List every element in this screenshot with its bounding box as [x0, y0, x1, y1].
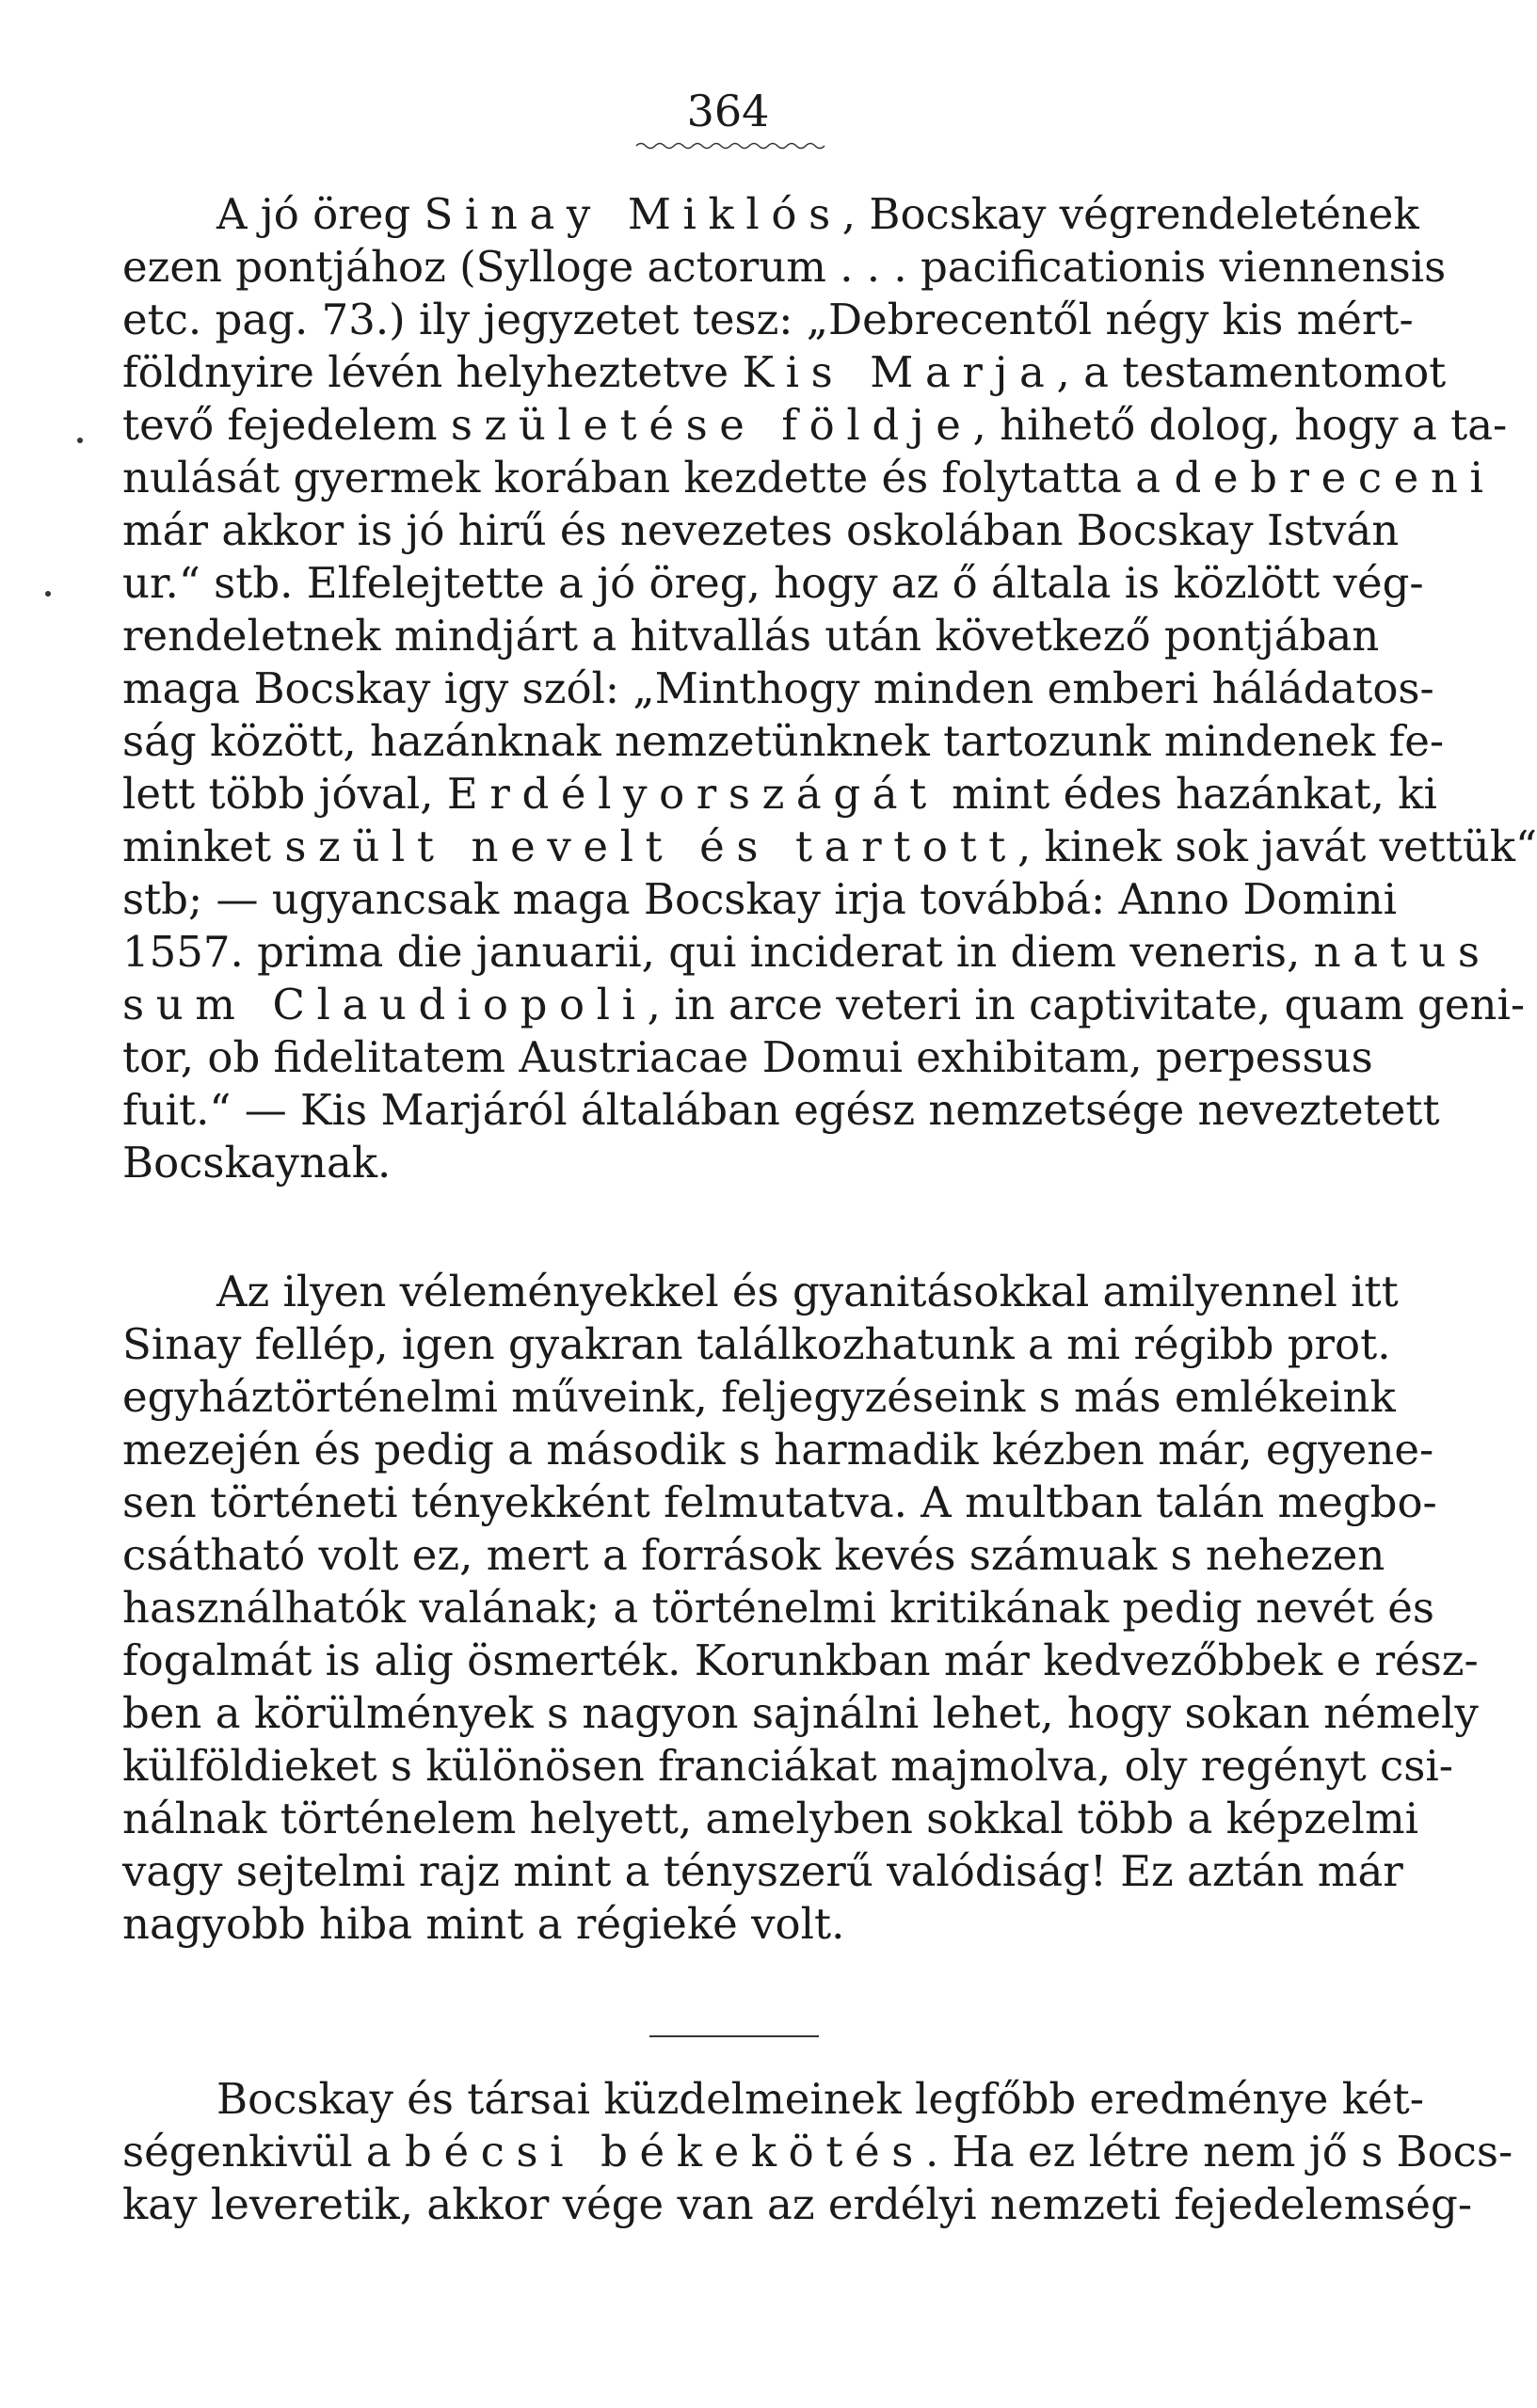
paragraph-2	[122, 1266, 1479, 1951]
text-segment: csátható volt ez, mert a források kevés számuak s nehezen	[122, 1530, 1385, 1580]
text-segment: sen történeti tényekként felmutatva. A multban talán megbo-	[122, 1477, 1437, 1527]
spaced-emphasis: sum Claudiopoli	[122, 980, 648, 1029]
spaced-emphasis: Erdélyországát	[446, 769, 938, 819]
spaced-emphasis: születése földje	[450, 400, 973, 450]
text-line	[122, 2126, 1513, 2178]
text-line	[122, 1137, 1346, 1189]
text-line	[122, 1371, 1396, 1424]
text-segment: nulását gyermek korában kezdette és folytatta a	[122, 453, 1175, 502]
text-segment: külföldieket s különösen franciákat majmolva, oly regényt csi-	[122, 1741, 1453, 1791]
paragraph-3	[122, 2073, 1513, 2231]
text-segment: minket	[122, 821, 285, 871]
spaced-emphasis: Kis Marja	[742, 347, 1057, 397]
text-line	[122, 1687, 1479, 1740]
text-segment: ségenkivül a	[122, 2127, 406, 2177]
text-line	[122, 1031, 1373, 1084]
text-segment: Sinay fellép, igen gyakran találkozhatunk a mi régibb prot.	[122, 1319, 1391, 1369]
text-line	[122, 1266, 1399, 1318]
text-line	[122, 1529, 1385, 1582]
text-segment: fogalmát is alig ösmerték. Korunkban már kedvezőbbek e rész-	[122, 1635, 1479, 1685]
text-segment: már akkor is jó hirű és nevezetes oskolában Bocskay István	[122, 505, 1400, 555]
text-line	[122, 1793, 1419, 1845]
text-segment: kay leveretik, akkor vége van az erdélyi nemzeti fejedelemség-	[122, 2179, 1473, 2229]
text-segment: , Bocskay végrendeletének	[841, 189, 1419, 239]
page-number: 364	[686, 86, 770, 136]
text-segment: rendeletnek mindjárt a hitvallás után következő pontjában	[122, 611, 1380, 661]
spaced-emphasis: debreceni	[1174, 453, 1496, 502]
text-line	[122, 821, 1537, 873]
text-segment: ság között, hazánknak nemzetünknek tartozunk mindenek fe-	[122, 716, 1445, 766]
text-line	[122, 241, 1447, 294]
text-segment: . Ha ez létre nem jő s Bocs-	[924, 2127, 1513, 2177]
spaced-emphasis: szült nevelt és tartott	[284, 821, 1017, 871]
text-line	[122, 610, 1380, 662]
text-segment: lett több jóval,	[122, 769, 447, 819]
text-line	[122, 873, 1397, 926]
text-segment: tor, ob fidelitatem Austriacae Domui exhibitam, perpessus	[122, 1032, 1373, 1082]
text-line	[122, 399, 1508, 452]
text-line	[122, 188, 1419, 241]
text-line	[122, 768, 1437, 821]
text-line	[122, 346, 1447, 399]
text-segment: mint édes hazánkat, ki	[937, 769, 1437, 819]
text-line	[122, 1084, 1440, 1137]
text-segment: nagyobb hiba mint a régieké volt.	[122, 1899, 845, 1949]
text-line	[122, 1424, 1434, 1476]
text-segment: tevő fejedelem	[122, 400, 451, 450]
text-segment: A jó öreg	[216, 189, 424, 239]
text-line	[122, 1635, 1479, 1687]
text-line	[122, 662, 1434, 715]
text-line	[122, 2073, 1424, 2126]
stray-mark	[77, 438, 83, 443]
text-line	[122, 2178, 1473, 2231]
text-line	[122, 926, 1492, 979]
text-line	[122, 979, 1526, 1031]
text-segment: etc. pag. 73.) ily jegyzetet tesz: „Debrecentől négy kis mért-	[122, 295, 1414, 344]
section-divider	[649, 2035, 819, 2037]
text-segment: Az ilyen véleményekkel és gyanitásokkal amilyennel itt	[216, 1267, 1399, 1316]
text-segment: , in arce veteri in captivitate, quam geni-	[647, 980, 1526, 1029]
text-line	[122, 557, 1424, 610]
spaced-emphasis: bécsi békekötés	[405, 2127, 925, 2177]
text-segment: ur.“ stb. Elfelejtette a jó öreg, hogy az ő általa is közlött vég-	[122, 558, 1424, 608]
text-segment: fuit.“ — Kis Marjáról általában egész nemzetsége neveztetett	[122, 1085, 1440, 1135]
text-line	[122, 452, 1496, 504]
text-line	[122, 504, 1400, 557]
paragraph-1	[122, 188, 1537, 1189]
text-segment: , hihető dolog, hogy a ta-	[972, 400, 1508, 450]
text-segment: használhatók valának; a történelmi kritikának pedig nevét és	[122, 1583, 1434, 1633]
text-line	[122, 1898, 1346, 1951]
text-segment: ezen pontjához (Sylloge actorum . . . pacificationis viennensis	[122, 242, 1447, 292]
text-segment: mezején és pedig a második s harmadik kézben már, egyene-	[122, 1425, 1434, 1475]
text-segment: egyháztörténelmi műveink, feljegyzéseink s más emlékeink	[122, 1372, 1396, 1422]
text-segment: földnyire lévén helyheztetve	[122, 347, 743, 397]
text-line	[122, 1845, 1403, 1898]
text-segment: maga Bocskay igy szól: „Minthogy minden emberi háládatos-	[122, 663, 1434, 713]
text-segment: , a testamentomot	[1056, 347, 1447, 397]
text-segment: Bocskay és társai küzdelmeinek legfőbb eredménye két-	[216, 2074, 1424, 2124]
text-line	[122, 294, 1414, 346]
text-segment: vagy sejtelmi rajz mint a tényszerű valódiság! Ez aztán már	[122, 1846, 1403, 1896]
text-line	[122, 1582, 1434, 1635]
text-line	[122, 1476, 1437, 1529]
stray-mark	[45, 591, 51, 597]
spaced-emphasis: natus	[1313, 927, 1492, 977]
text-line	[122, 715, 1445, 768]
wavy-ornament-rule	[636, 141, 825, 151]
text-segment: nálnak történelem helyett, amelyben sokkal több a képzelmi	[122, 1794, 1419, 1843]
text-line	[122, 1740, 1453, 1793]
text-line	[122, 1318, 1391, 1371]
text-segment: Bocskaynak.	[122, 1138, 392, 1188]
text-segment: stb; — ugyancsak maga Bocskay irja továbbá: Anno Domini	[122, 874, 1397, 924]
spaced-emphasis: Sinay Miklós	[424, 189, 842, 239]
text-segment: 1557. prima die januarii, qui inciderat in diem veneris,	[122, 927, 1314, 977]
text-segment: , kinek sok javát vettük“	[1017, 821, 1537, 871]
text-segment: ben a körülmények s nagyon sajnálni lehet, hogy sokan némely	[122, 1688, 1479, 1738]
